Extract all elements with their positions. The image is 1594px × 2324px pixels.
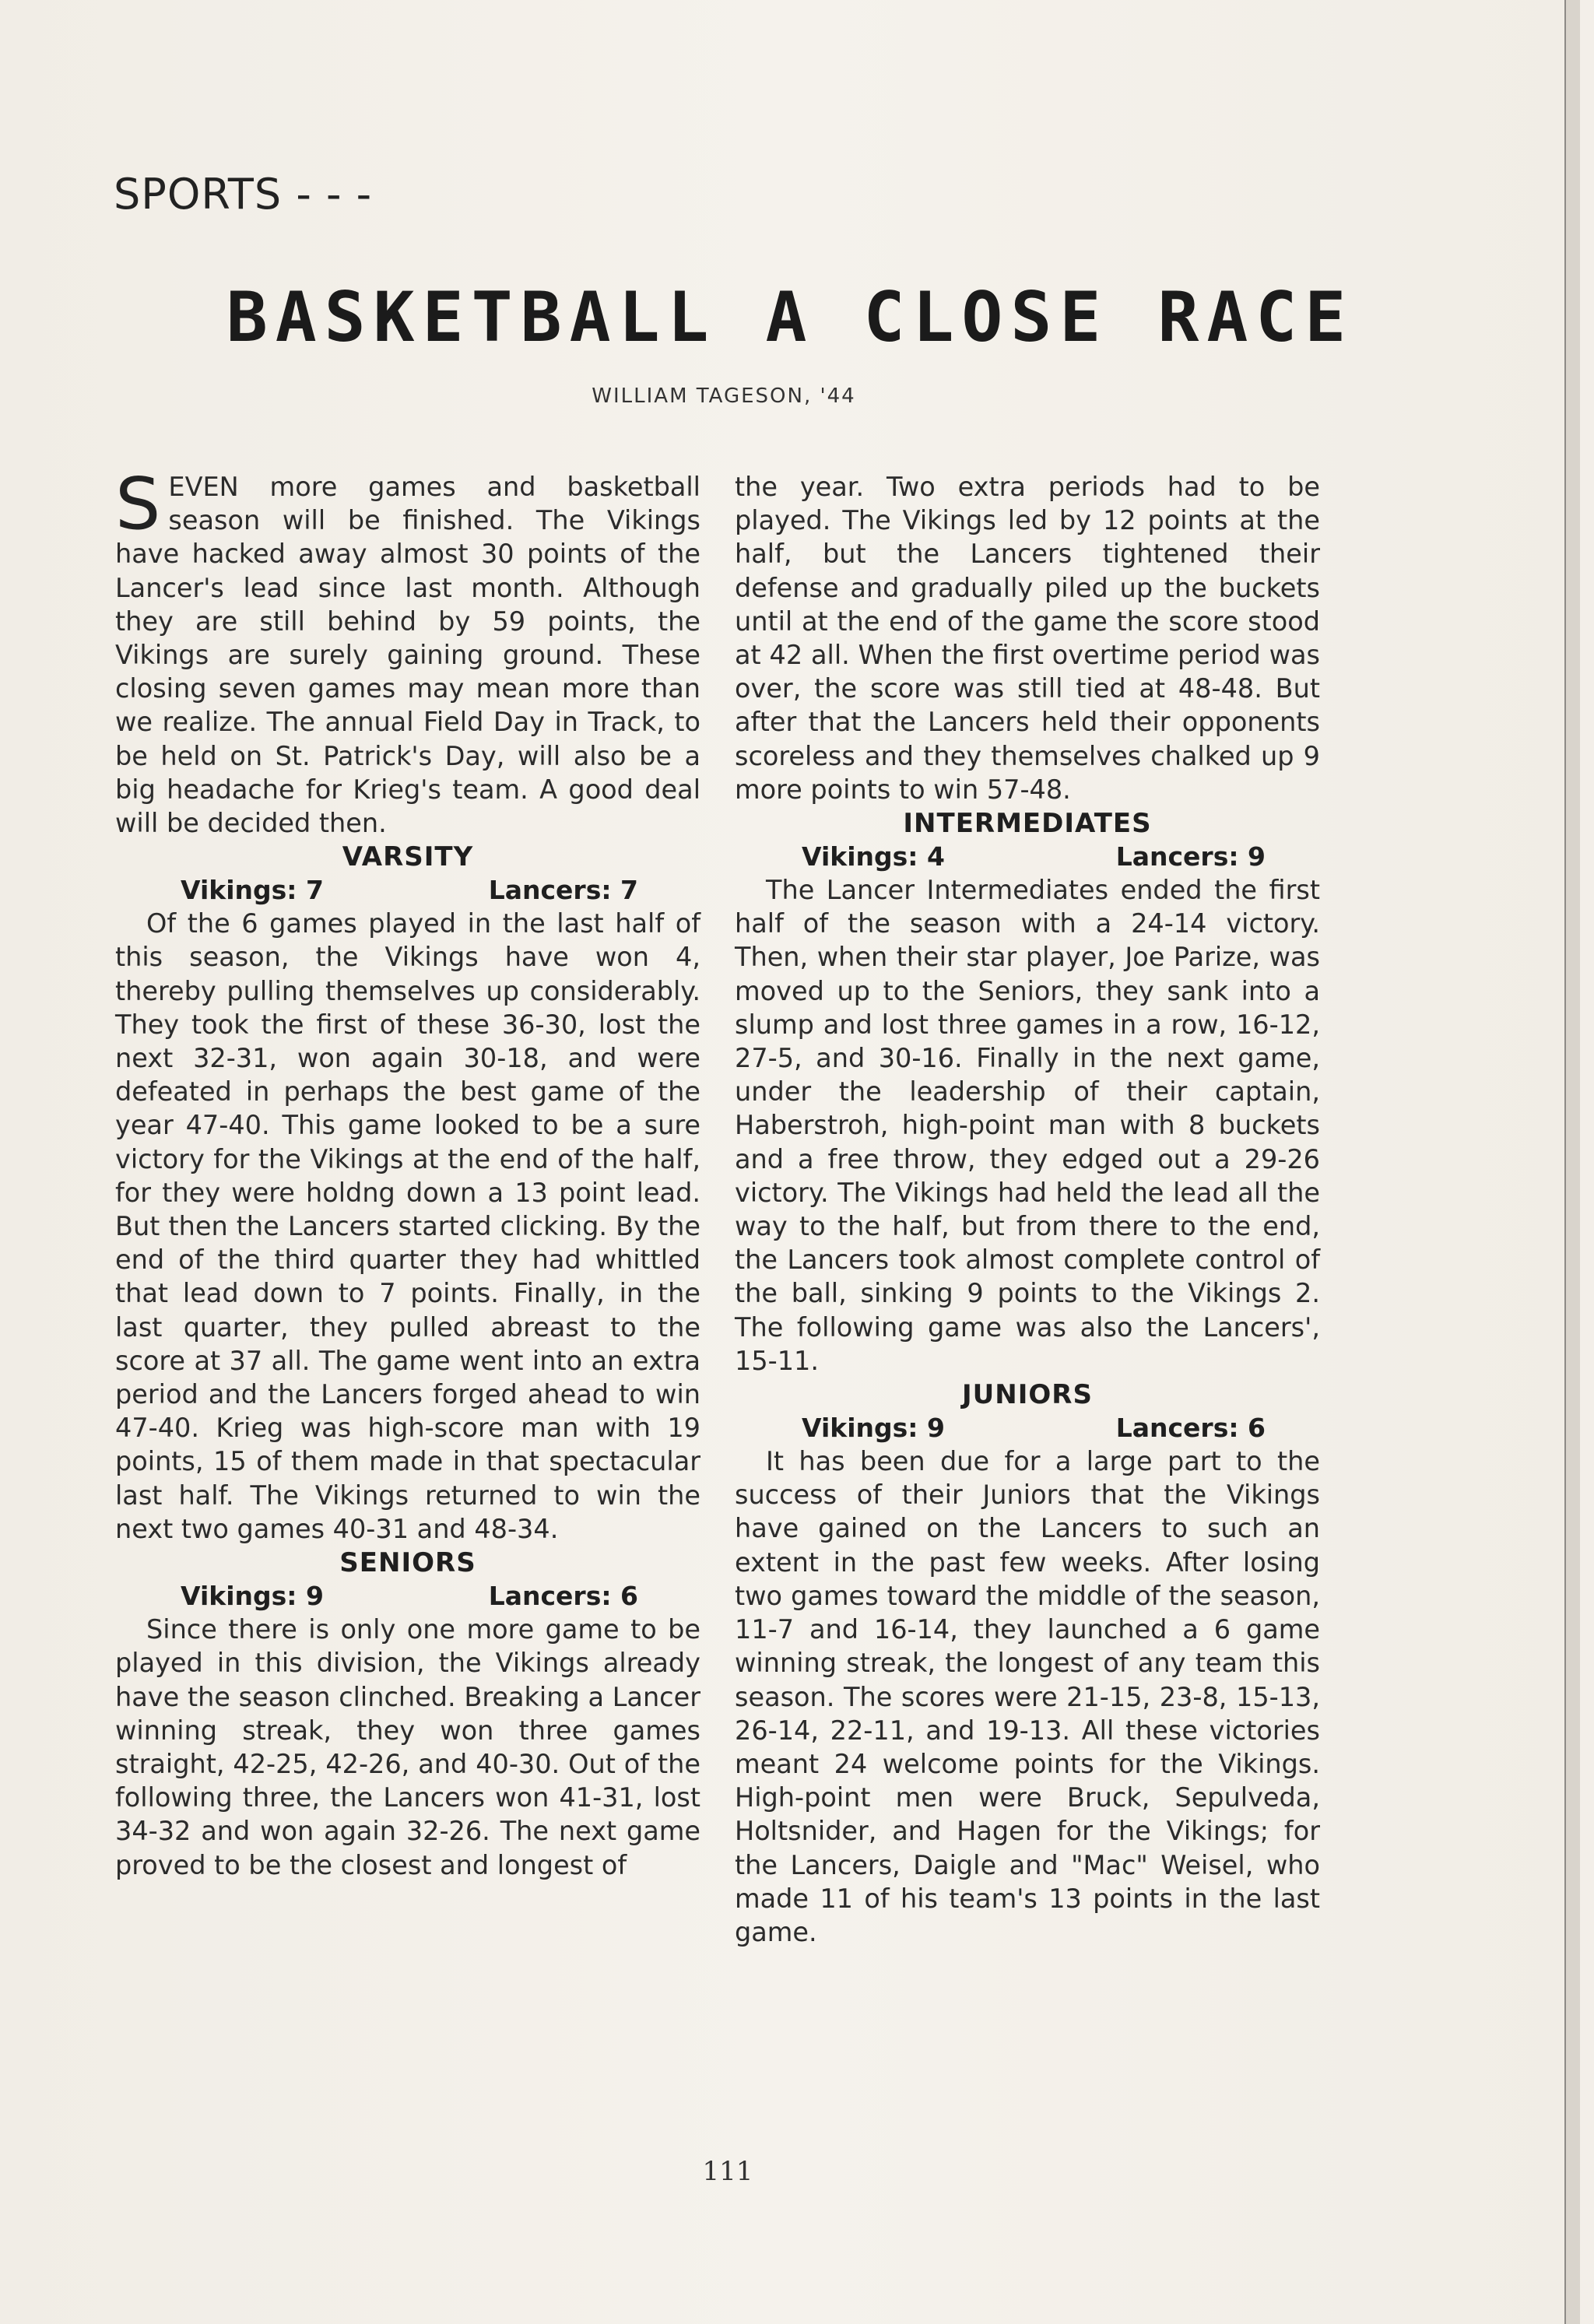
drop-cap: S bbox=[115, 462, 161, 546]
article-title: BASKETBALL A CLOSE RACE bbox=[226, 277, 1354, 357]
varsity-lancers-score: Lancers: 7 bbox=[488, 875, 638, 906]
juniors-paragraph: It has been due for a large part to the success of their Juniors that the Vikings have gained on the Lancers to such an extent in the past few weeks. After losing two games toward the middle of the season, 11-7 and 16-14, they launched a 6 game winning streak, the longest of any team this season. The scores were 21-15, 23-8, 15-13, 26-14, 22-11, and 19-13. All these victories meant 24 welcome points for the Vikings. High-point men were Bruck, Sepulveda, Holtsnider, and Hagen for the Vikings; for the Lancers, Daigle and "Mac" Weisel, who made 11 of his team's 13 points in the last game. bbox=[735, 1446, 1320, 1947]
seniors-paragraph: Since there is only one more game to be played in this division, the Vikings already have the season clinched. Breaking a Lancer winning streak, they won three games straight, 42-25, 42-26, and 40-30. Out of the following three, the Lancers won 41-31, lost 34-32 and won again 32-26. The next game proved to be the closest and longest of bbox=[115, 1614, 700, 1880]
seniors-score bbox=[115, 1580, 700, 1613]
varsity-heading: VARSITY bbox=[342, 841, 474, 873]
intermediates-score bbox=[735, 841, 1320, 873]
byline: WILLIAM TAGESON, '44 bbox=[592, 384, 856, 408]
intro-text: EVEN more games and basketball season will be finished. The Vikings have hacked away almost 30 points of the Lancer's lead since last month. Although they are still behind by 59 points, the Vikings are surely gaining ground. These closing seven games may mean more than we realize. The annual Field Day in Track, to be held on St. Patrick's Day, will also be a big headache for Krieg's team. A good deal will be decided then. bbox=[115, 472, 700, 839]
varsity-score bbox=[115, 874, 700, 907]
intermediates-heading: INTERMEDIATES bbox=[903, 808, 1152, 840]
intermediates-lancers-score: Lancers: 9 bbox=[1115, 841, 1266, 872]
juniors-lancers-score: Lancers: 6 bbox=[1115, 1413, 1266, 1444]
seniors-vikings-score: Vikings: 9 bbox=[181, 1581, 324, 1612]
intro-paragraph bbox=[115, 462, 700, 840]
juniors-heading: JUNIORS bbox=[962, 1379, 1093, 1411]
section-label: SPORTS - - - bbox=[114, 170, 373, 219]
page-number: 111 bbox=[702, 2156, 753, 2187]
juniors-score bbox=[735, 1412, 1320, 1445]
intermediates-vikings-score: Vikings: 4 bbox=[802, 841, 945, 872]
varsity-paragraph: Of the 6 games played in the last half of this season, the Vikings have won 4, thereby pulling themselves up considerably. They took the first of these 36-30, lost the next 32-31, won again 30-18, and were defeated in perhaps the best game of the year 47-40. This game looked to be a sure victory for the Vikings at the end of the half, for they were holdng down a 13 point lead. But then the Lancers started clicking. By the end of the third quarter they had whittled that lead down to 7 points. Finally, in the last quarter, they pulled abreast to the score at 37 all. The game went into an extra period and the Lancers forged ahead to win 47-40. Krieg was high-score man with 19 points, 15 of them made in that spectacular last half. The Vikings returned to win the next two games 40-31 and 48-34. bbox=[115, 908, 700, 1544]
right-column bbox=[735, 470, 1320, 1949]
juniors-vikings-score: Vikings: 9 bbox=[802, 1413, 945, 1444]
seniors-heading: SENIORS bbox=[339, 1547, 476, 1579]
intermediates-paragraph: The Lancer Intermediates ended the first half of the season with a 24-14 victory. Then, when their star player, Joe Parize, was moved up to the Seniors, they sank into a slump and lost three games in a row, 16-12, 27-5, and 30-16. Finally in the next game, under the leadership of their captain, Haberstroh, high-point man with 8 buckets and a free throw, they edged out a 29-26 victory. The Vikings had held the lead all the way to the half, but from there to the end, the Lancers took almost complete control of the ball, sinking 9 points to the Vikings 2. The following game was also the Lancers', 15-11. bbox=[735, 875, 1320, 1376]
seniors-paragraph-continued: the year. Two extra periods had to be played. The Vikings led by 12 points at the half, but the Lancers tightened their defense and gradually piled up the buckets until at the end of the game the score stood at 42 all. When the first overtime period was over, the score was still tied at 48-48. But after that the Lancers held their opponents scoreless and they themselves chalked up 9 more points to win 57-48. bbox=[735, 472, 1320, 805]
seniors-lancers-score: Lancers: 6 bbox=[488, 1581, 638, 1612]
varsity-vikings-score: Vikings: 7 bbox=[181, 875, 324, 906]
left-column bbox=[115, 462, 700, 1882]
